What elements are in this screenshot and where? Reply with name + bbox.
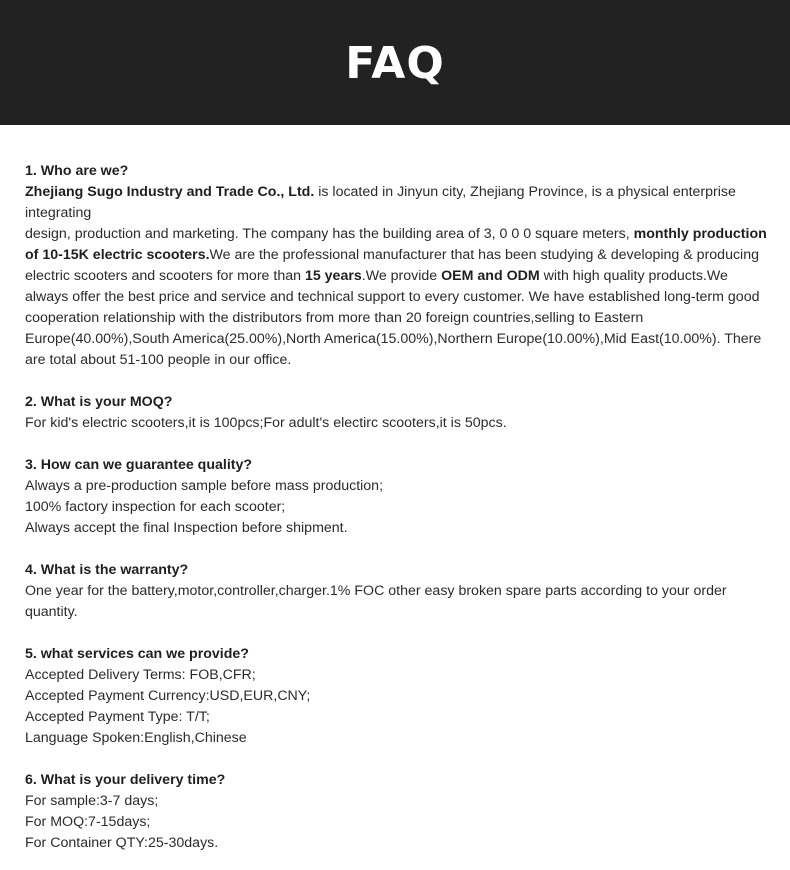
page-title: FAQ (345, 38, 445, 89)
faq-answer (25, 665, 768, 749)
answer-line: 100% factory inspection for each scooter; (25, 499, 286, 515)
faq-content (0, 125, 790, 854)
faq-question: 1. Who are we? (25, 163, 129, 179)
faq-question: 2. What is your MOQ? (25, 394, 173, 410)
answer-text: .We provide (361, 268, 442, 284)
years-highlight: 15 years (304, 268, 362, 284)
answer-text: design, production and marketing. The company has the building area of 3, 0 0 0 square meters, (25, 226, 634, 242)
faq-item-quality (25, 455, 768, 539)
oem-odm-highlight: OEM and ODM (441, 268, 540, 284)
answer-paragraph (25, 182, 768, 224)
faq-item-services (25, 644, 768, 749)
faq-answer (25, 413, 768, 434)
faq-header (0, 0, 790, 125)
faq-answer (25, 476, 768, 539)
answer-line: Accepted Payment Type: T/T; (25, 709, 210, 725)
answer-line: Always a pre-production sample before mass production; (25, 478, 384, 494)
faq-question: 5. what services can we provide? (25, 646, 249, 662)
answer-line: Accepted Payment Currency:USD,EUR,CNY; (25, 688, 311, 704)
faq-answer (25, 581, 768, 623)
answer-line: Language Spoken:English,Chinese (25, 730, 247, 746)
answer-line: For kid's electric scooters,it is 100pcs;For adult's electirc scooters,it is 50pcs. (25, 415, 507, 431)
faq-item-who-are-we (25, 161, 768, 371)
answer-text: We are the professional manufacturer that has been studying & developing & producing electric scooters and scooters for more than (25, 247, 759, 284)
faq-answer (25, 791, 768, 854)
faq-item-delivery-time (25, 770, 768, 854)
faq-item-moq (25, 392, 768, 434)
faq-item-warranty (25, 560, 768, 623)
answer-line: Always accept the final Inspection before shipment. (25, 520, 348, 536)
answer-line: For Container QTY:25-30days. (25, 835, 219, 851)
answer-line: One year for the battery,motor,controller,charger.1% FOC other easy broken spare parts according to your order quantity. (25, 583, 727, 620)
answer-text: with high quality products.We always offer the best price and service and technical support to every customer. We have established long-term good cooperation relationship with the distributors from more than 20 foreign countries,selling to Eastern Europe(40.00%),South America(25.00%),North America(15.00%),Northern Europe(10.00%),Mid East(10.00%). There are total about 51-100 people in our office. (25, 268, 762, 368)
faq-question: 6. What is your delivery time? (25, 772, 226, 788)
faq-question: 3. How can we guarantee quality? (25, 457, 253, 473)
monthly-production: monthly production of 10-15K electric scooters. (25, 226, 767, 263)
answer-text: is located in Jinyun city, Zhejiang Province, is a physical enterprise integrating (25, 184, 736, 221)
company-name: Zhejiang Sugo Industry and Trade Co., Ltd. (25, 184, 315, 200)
answer-line: For MOQ:7-15days; (25, 814, 151, 830)
answer-line: Accepted Delivery Terms: FOB,CFR; (25, 667, 256, 683)
answer-line: For sample:3-7 days; (25, 793, 159, 809)
faq-question: 4. What is the warranty? (25, 562, 189, 578)
answer-paragraph (25, 224, 768, 371)
faq-answer (25, 182, 768, 371)
